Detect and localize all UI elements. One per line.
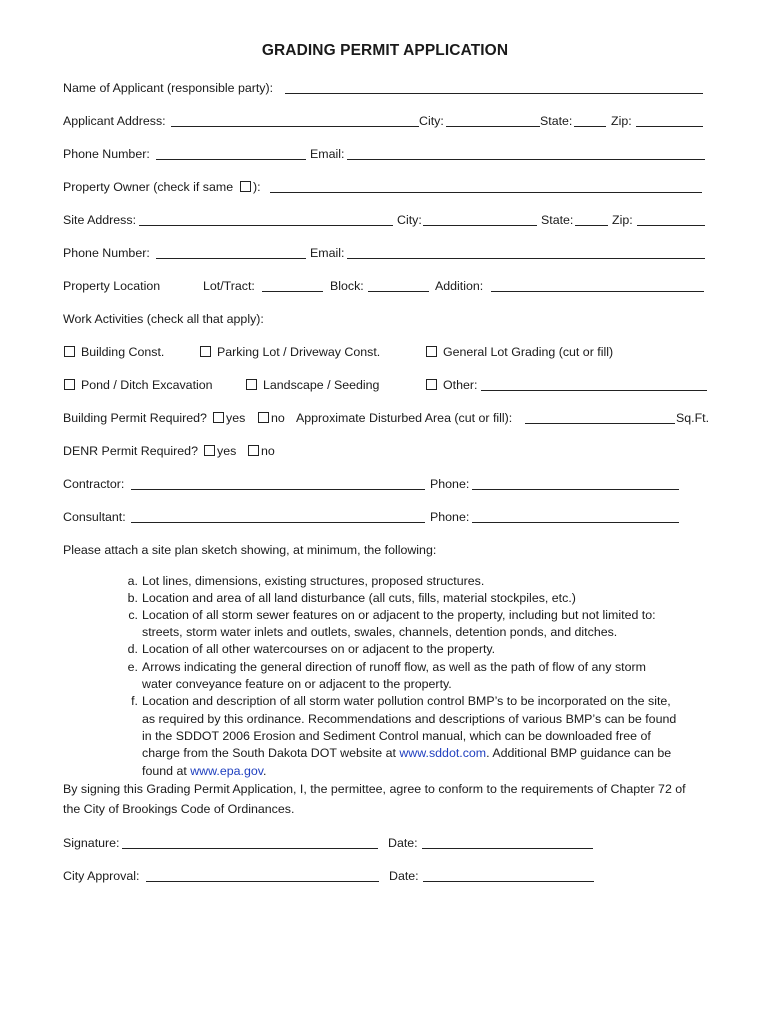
property-owner-label-end: ): xyxy=(253,180,261,194)
applicant-city-field[interactable] xyxy=(446,126,540,127)
sq-ft-label: Sq.Ft. xyxy=(676,411,710,425)
denr-no-label: no xyxy=(261,444,275,458)
building-const-label: Building Const. xyxy=(81,345,165,359)
same-as-applicant-checkbox[interactable] xyxy=(240,181,251,192)
list-text: Lot lines, dimensions, existing structures, proposed structures. xyxy=(142,574,485,588)
denr-yes-label: yes xyxy=(217,444,237,458)
city-approval-field[interactable] xyxy=(146,881,379,882)
consultant-phone-field[interactable] xyxy=(472,522,679,523)
list-text: Arrows indicating the general direction of runoff flow, as well as the path of flow of any storm xyxy=(142,660,646,674)
list-text: Location of all other watercourses on or adjacent to the property. xyxy=(142,642,496,656)
other-checkbox[interactable] xyxy=(426,379,437,390)
consultant-field[interactable] xyxy=(131,522,425,523)
approval-date-label: Date: xyxy=(389,869,419,883)
contractor-phone-field[interactable] xyxy=(472,489,679,490)
site-phone-field[interactable] xyxy=(156,258,306,259)
contractor-field[interactable] xyxy=(131,489,425,490)
list-text-part: found at xyxy=(142,764,191,778)
site-email-field[interactable] xyxy=(347,258,705,259)
applicant-phone-field[interactable] xyxy=(156,159,306,160)
list-marker: a. xyxy=(127,574,138,588)
list-text: Location and area of all land disturbance (all cuts, fills, material stockpiles, etc.) xyxy=(142,591,576,605)
lot-tract-field[interactable] xyxy=(262,291,323,292)
work-activities-heading: Work Activities (check all that apply): xyxy=(63,312,264,326)
site-zip-label: Zip: xyxy=(612,213,633,227)
consultant-phone-label: Phone: xyxy=(430,510,470,524)
other-label: Other: xyxy=(443,378,478,392)
property-owner-field[interactable] xyxy=(270,192,702,193)
list-marker: d. xyxy=(127,642,138,656)
applicant-name-label: Name of Applicant (responsible party): xyxy=(63,81,274,95)
list-text-part: charge from the South Dakota DOT website at xyxy=(142,746,400,760)
applicant-state-field[interactable] xyxy=(574,126,606,127)
applicant-address-label: Applicant Address: xyxy=(63,114,166,128)
list-text: streets, storm water inlets and outlets, swales, channels, detention ponds, and ditches. xyxy=(142,625,618,639)
site-email-label: Email: xyxy=(310,246,345,260)
site-plan-intro: Please attach a site plan sketch showing, at minimum, the following: xyxy=(63,543,437,557)
list-marker: b. xyxy=(127,591,138,605)
building-permit-no-checkbox[interactable] xyxy=(258,412,269,423)
applicant-address-field[interactable] xyxy=(171,126,419,127)
pond-ditch-label: Pond / Ditch Excavation xyxy=(81,378,213,392)
landscape-seeding-checkbox[interactable] xyxy=(246,379,257,390)
block-label: Block: xyxy=(330,279,364,293)
site-address-field[interactable] xyxy=(139,225,393,226)
page-title: GRADING PERMIT APPLICATION xyxy=(261,42,509,59)
building-permit-yes-checkbox[interactable] xyxy=(213,412,224,423)
property-owner-label: Property Owner (check if same xyxy=(63,180,234,194)
epa-link[interactable]: www.epa.gov xyxy=(190,764,264,778)
applicant-name-field[interactable] xyxy=(285,93,703,94)
parking-lot-checkbox[interactable] xyxy=(200,346,211,357)
block-field[interactable] xyxy=(368,291,429,292)
addition-field[interactable] xyxy=(491,291,704,292)
general-lot-grading-checkbox[interactable] xyxy=(426,346,437,357)
sddot-link[interactable]: www.sddot.com xyxy=(399,746,487,760)
applicant-city-label: City: xyxy=(419,114,444,128)
list-text: as required by this ordinance. Recommendations and descriptions of various BMP’s can be found xyxy=(142,712,677,726)
property-location-label: Property Location xyxy=(63,279,161,293)
signature-field[interactable] xyxy=(122,848,378,849)
parking-lot-label: Parking Lot / Driveway Const. xyxy=(217,345,381,359)
agreement-text: By signing this Grading Permit Application, I, the permittee, agree to conform to the requirements of Chapter 72 of xyxy=(63,782,686,796)
disturbed-area-label: Approximate Disturbed Area (cut or fill): xyxy=(296,411,513,425)
applicant-zip-field[interactable] xyxy=(636,126,703,127)
contractor-phone-label: Phone: xyxy=(430,477,470,491)
other-field[interactable] xyxy=(481,390,707,391)
denr-yes-checkbox[interactable] xyxy=(204,445,215,456)
building-permit-yes-label: yes xyxy=(226,411,246,425)
applicant-zip-label: Zip: xyxy=(611,114,632,128)
site-state-field[interactable] xyxy=(575,225,608,226)
list-text: Location and description of all storm water pollution control BMP’s to be incorporated on the site, xyxy=(142,694,671,708)
addition-label: Addition: xyxy=(435,279,484,293)
consultant-label: Consultant: xyxy=(63,510,126,524)
approval-date-field[interactable] xyxy=(423,881,594,882)
applicant-state-label: State: xyxy=(540,114,573,128)
list-marker: e. xyxy=(127,660,138,674)
site-zip-field[interactable] xyxy=(637,225,705,226)
signature-date-field[interactable] xyxy=(422,848,593,849)
denr-no-checkbox[interactable] xyxy=(248,445,259,456)
list-text xyxy=(142,745,671,762)
site-address-label: Site Address: xyxy=(63,213,137,227)
site-state-label: State: xyxy=(541,213,574,227)
applicant-phone-label: Phone Number: xyxy=(63,147,150,161)
denr-permit-label: DENR Permit Required? xyxy=(63,444,198,458)
lot-tract-label: Lot/Tract: xyxy=(203,279,255,293)
site-phone-label: Phone Number: xyxy=(63,246,150,260)
landscape-seeding-label: Landscape / Seeding xyxy=(263,378,380,392)
signature-label: Signature: xyxy=(63,836,120,850)
list-text: water conveyance feature on or adjacent to the property. xyxy=(142,677,452,691)
list-text-part: . Additional BMP guidance can be xyxy=(486,746,672,760)
site-city-label: City: xyxy=(397,213,422,227)
city-approval-label: City Approval: xyxy=(63,869,140,883)
disturbed-area-field[interactable] xyxy=(525,423,675,424)
general-lot-grading-label: General Lot Grading (cut or fill) xyxy=(443,345,614,359)
building-const-checkbox[interactable] xyxy=(64,346,75,357)
signature-date-label: Date: xyxy=(388,836,418,850)
list-text: Location of all storm sewer features on or adjacent to the property, including but not limited to: xyxy=(142,608,656,622)
pond-ditch-checkbox[interactable] xyxy=(64,379,75,390)
applicant-email-label: Email: xyxy=(310,147,345,161)
list-marker: c. xyxy=(128,608,138,622)
list-text xyxy=(142,763,266,780)
site-city-field[interactable] xyxy=(423,225,537,226)
list-marker: f. xyxy=(131,694,138,708)
list-text: in the SDDOT 2006 Erosion and Sediment Control manual, which can be downloaded free of xyxy=(142,729,651,743)
building-permit-label: Building Permit Required? xyxy=(63,411,207,425)
building-permit-no-label: no xyxy=(271,411,285,425)
list-text-part: . xyxy=(263,764,267,778)
agreement-text: the City of Brookings Code of Ordinances. xyxy=(63,802,295,816)
applicant-email-field[interactable] xyxy=(347,159,705,160)
contractor-label: Contractor: xyxy=(63,477,125,491)
